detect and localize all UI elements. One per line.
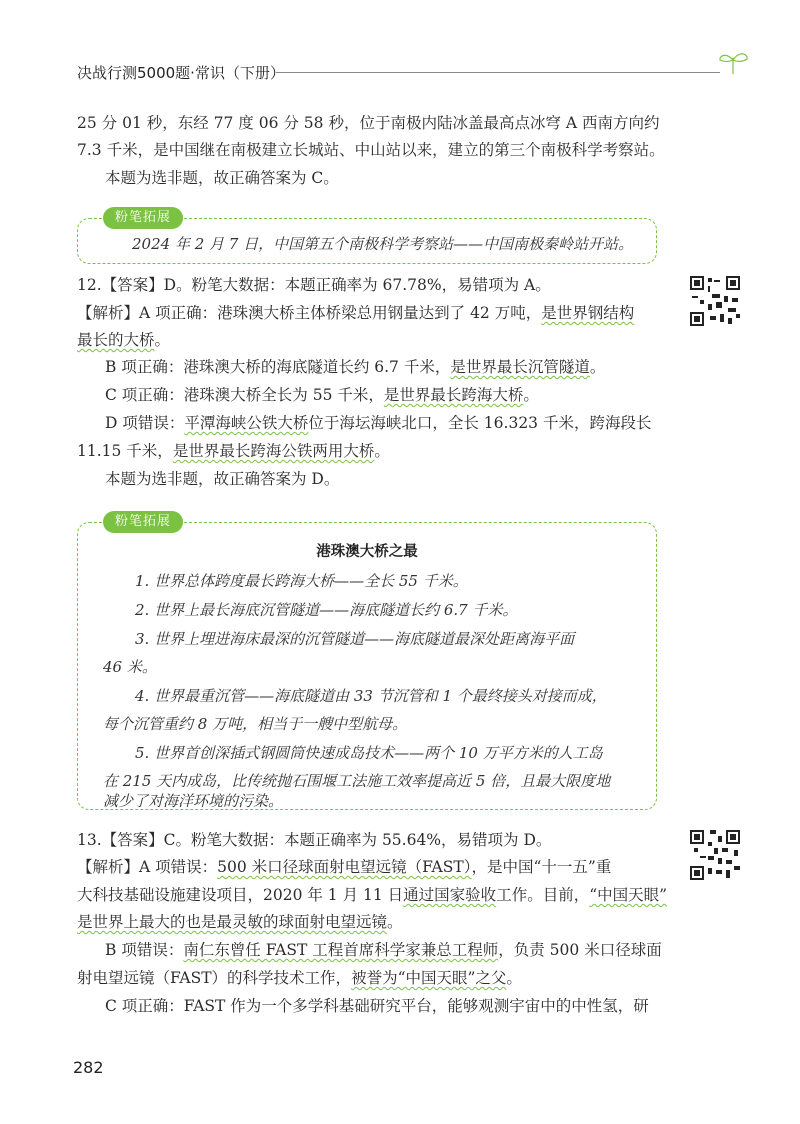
q13-answer: 13.【答案】C。粉笔大数据：本题正确率为 55.64%，易错项为 D。 bbox=[77, 831, 552, 849]
q13-a-highlight-3: “中国天眼” bbox=[589, 886, 668, 904]
intro-line-1: 25 分 01 秒，东经 77 度 06 分 58 秒，位于南极内陆冰盖最高点冰穹 A 西南方向约 bbox=[77, 114, 660, 132]
q13-b-text-3: 射电望远镜（FAST）的科学技术工作， bbox=[77, 969, 352, 987]
q12-a-highlight: 是世界钢结构 bbox=[541, 304, 635, 322]
extension-text-1: 2024 年 2 月 7 日，中国第五个南极科学考察站——中国南极秦岭站开站。 bbox=[132, 235, 634, 253]
q12-b-end: 。 bbox=[589, 358, 606, 376]
q12-d-text-3: 11.15 千米， bbox=[77, 442, 173, 460]
page-number: 282 bbox=[73, 1058, 104, 1077]
q13-b-highlight: 南仁东曾任 FAST 工程首席科学家兼总工程师 bbox=[183, 941, 499, 959]
intro-conclusion: 本题为选非题，故正确答案为 C。 bbox=[105, 169, 339, 187]
extension-item-1: 1. 世界总体跨度最长跨海大桥——全长 55 千米。 bbox=[135, 572, 468, 590]
qr-code-icon[interactable] bbox=[688, 274, 742, 328]
q12-d-end: 。 bbox=[374, 442, 390, 460]
running-header: 决战行测5000题·常识（下册） bbox=[77, 64, 285, 82]
q12-option-a-line2 bbox=[77, 329, 657, 351]
q13-option-c-line1: C 项正确：FAST 作为一个多学科基础研究平台，能够观测宇宙中的中性氢，研 bbox=[105, 997, 649, 1015]
q12-b-text: B 项正确：港珠澳大桥的海底隧道长约 6.7 千米， bbox=[105, 358, 451, 376]
q12-a-text: A 项正确：港珠澳大桥主体桥梁总用钢量达到了 42 万吨， bbox=[139, 304, 542, 322]
q12-d-text: D 项错误： bbox=[105, 414, 185, 432]
q13-b-end: 。 bbox=[506, 969, 522, 987]
header-rule bbox=[276, 72, 720, 73]
extension-item-2: 2. 世界上最长海底沉管隧道——海底隧道长约 6.7 千米。 bbox=[135, 601, 518, 619]
q13-option-b-line2 bbox=[77, 967, 657, 989]
q12-option-d-line2 bbox=[77, 440, 657, 462]
sprout-leaf-icon bbox=[716, 48, 750, 76]
q12-a-end: 。 bbox=[154, 331, 171, 349]
q12-d-highlight: 平潭海峡公铁大桥 bbox=[184, 414, 309, 432]
extension-item-4: 4. 世界最重沉管——海底隧道由 33 节沉管和 1 个最终接头对接而成， bbox=[135, 687, 607, 705]
q13-a-text-4: 工作。目前， bbox=[496, 886, 590, 904]
analysis-label: 【解析】 bbox=[77, 304, 140, 322]
extension-item-3: 3. 世界上埋进海床最深的沉管隧道——海底隧道最深处距离海平面 bbox=[135, 630, 575, 648]
q13-option-a-line2 bbox=[77, 884, 668, 906]
q12-c-end: 。 bbox=[523, 386, 539, 404]
q12-answer: 12.【答案】D。粉笔大数据：本题正确率为 67.78%，易错项为 A。 bbox=[77, 276, 551, 294]
q12-c-highlight: 是世界最长跨海大桥 bbox=[383, 386, 524, 404]
extension-tag-1: 粉笔拓展 bbox=[103, 207, 183, 229]
extension-item-5-cont: 在 215 天内成岛，比传统抛石围堰工法施工效率提高近 5 倍，且最大限度地 bbox=[103, 772, 611, 790]
extension-box-2 bbox=[77, 522, 657, 810]
q12-option-a-line1 bbox=[77, 302, 657, 324]
q13-b-text-2: ，负责 500 米口径球面 bbox=[498, 941, 662, 959]
q13-option-a-line1 bbox=[77, 856, 657, 878]
q13-b-text: B 项错误： bbox=[105, 941, 184, 959]
q13-a-highlight-2: 通过国家验收 bbox=[403, 886, 497, 904]
q12-d-highlight-2: 是世界最长跨海公铁两用大桥 bbox=[172, 442, 375, 460]
q12-conclusion: 本题为选非题，故正确答案为 D。 bbox=[105, 470, 340, 488]
q13-a-text-2: ，是中国“十一五”重 bbox=[471, 858, 612, 876]
q12-a-highlight-2: 最长的大桥 bbox=[77, 331, 155, 349]
analysis-label: 【解析】 bbox=[77, 858, 140, 876]
q12-b-highlight: 是世界最长沉管隧道 bbox=[450, 358, 590, 376]
extension-item-4-cont: 每个沉管重约 8 万吨，相当于一艘中型航母。 bbox=[103, 715, 408, 733]
qr-code-icon[interactable] bbox=[688, 828, 742, 882]
q13-a-highlight: 500 米口径球面射电望远镜（FAST） bbox=[217, 858, 472, 876]
q13-a-text-3: 大科技基础设施建设项目，2020 年 1 月 11 日 bbox=[77, 886, 404, 904]
q13-a-text: A 项错误： bbox=[139, 858, 218, 876]
q12-option-b bbox=[77, 356, 685, 378]
extension-item-5: 5. 世界首创深插式钢圆筒快速成岛技术——两个 10 万平方米的人工岛 bbox=[135, 744, 603, 762]
q12-option-d-line1 bbox=[77, 412, 685, 434]
q13-option-b-line1 bbox=[77, 939, 685, 961]
q13-b-highlight-2: 被誉为“中国天眼”之父 bbox=[351, 969, 507, 987]
q13-a-highlight-4: 是世界上最大的也是最灵敏的球面射电望远镜 bbox=[77, 913, 388, 931]
intro-line-2: 7.3 千米，是中国继在南极建立长城站、中山站以来，建立的第三个南极科学考察站。 bbox=[77, 141, 665, 159]
q13-a-end: 。 bbox=[387, 913, 403, 931]
extension-item-5-cont-2: 减少了对海洋环境的污染。 bbox=[103, 792, 284, 810]
extension-box-title: 港珠澳大桥之最 bbox=[316, 544, 418, 560]
q12-c-text: C 项正确：港珠澳大桥全长为 55 千米， bbox=[105, 386, 384, 404]
q12-d-text-2: 位于海坛海峡北口，全长 16.323 千米，跨海段长 bbox=[308, 414, 652, 432]
extension-tag-2: 粉笔拓展 bbox=[103, 511, 183, 533]
q13-option-a-line3 bbox=[77, 911, 657, 933]
q12-option-c bbox=[77, 384, 685, 406]
extension-item-3-cont: 46 米。 bbox=[103, 658, 157, 676]
